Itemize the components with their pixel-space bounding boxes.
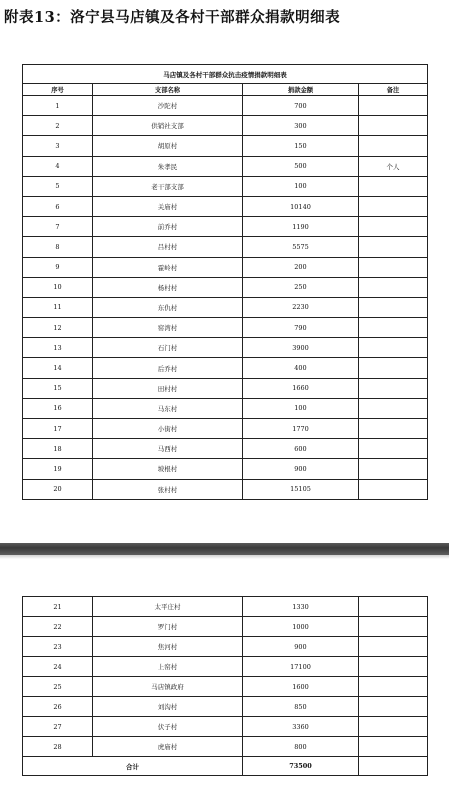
- cell-amount: 800: [243, 737, 359, 757]
- cell-branch-name: 上窑村: [93, 657, 243, 677]
- cell-amount: 17100: [243, 657, 359, 677]
- cell-remark: 个人: [359, 156, 428, 176]
- table-row: [23, 338, 428, 358]
- cell-index: 19: [23, 459, 93, 479]
- cell-branch-name: 刘沟村: [93, 697, 243, 717]
- table-row: [23, 439, 428, 459]
- donation-table-continued: [22, 596, 428, 776]
- table-row: [23, 459, 428, 479]
- cell-remark: [359, 217, 428, 237]
- cell-branch-name: 杨村村: [93, 277, 243, 297]
- total-amount: 73500: [243, 757, 359, 776]
- cell-amount: 3900: [243, 338, 359, 358]
- cell-branch-name: 沙陀村: [93, 96, 243, 116]
- cell-branch-name: 窑湾村: [93, 318, 243, 338]
- cell-amount: 2230: [243, 297, 359, 317]
- cell-branch-name: 小街村: [93, 419, 243, 439]
- cell-remark: [359, 277, 428, 297]
- cell-remark: [359, 637, 428, 657]
- total-remark: [359, 757, 428, 776]
- cell-remark: [359, 196, 428, 216]
- donation-table-page-2: [22, 596, 427, 776]
- cell-index: 13: [23, 338, 93, 358]
- cell-amount: 15105: [243, 479, 359, 499]
- cell-remark: [359, 237, 428, 257]
- cell-branch-name: 马东村: [93, 398, 243, 418]
- cell-remark: [359, 398, 428, 418]
- cell-remark: [359, 96, 428, 116]
- cell-amount: 200: [243, 257, 359, 277]
- cell-amount: 900: [243, 637, 359, 657]
- table-row: [23, 677, 428, 697]
- table-row: [23, 136, 428, 156]
- cell-amount: 1770: [243, 419, 359, 439]
- table-row: [23, 717, 428, 737]
- cell-index: 7: [23, 217, 93, 237]
- cell-amount: 600: [243, 439, 359, 459]
- cell-branch-name: 马西村: [93, 439, 243, 459]
- table-row: [23, 237, 428, 257]
- cell-remark: [359, 677, 428, 697]
- table-row: [23, 196, 428, 216]
- cell-remark: [359, 657, 428, 677]
- cell-branch-name: 焦河村: [93, 637, 243, 657]
- cell-remark: [359, 597, 428, 617]
- cell-remark: [359, 697, 428, 717]
- cell-index: 15: [23, 378, 93, 398]
- cell-index: 25: [23, 677, 93, 697]
- cell-remark: [359, 439, 428, 459]
- table-row: [23, 318, 428, 338]
- table-row: [23, 176, 428, 196]
- table-row: [23, 257, 428, 277]
- cell-index: 6: [23, 196, 93, 216]
- page-break-divider: [0, 543, 449, 555]
- cell-branch-name: 东仇村: [93, 297, 243, 317]
- cell-index: 20: [23, 479, 93, 499]
- header-index: 序号: [23, 84, 93, 96]
- cell-remark: [359, 297, 428, 317]
- cell-index: 4: [23, 156, 93, 176]
- table-row: [23, 277, 428, 297]
- cell-index: 10: [23, 277, 93, 297]
- table-row: [23, 116, 428, 136]
- cell-index: 14: [23, 358, 93, 378]
- cell-branch-name: 朱孝民: [93, 156, 243, 176]
- cell-branch-name: 石门村: [93, 338, 243, 358]
- cell-index: 24: [23, 657, 93, 677]
- cell-index: 27: [23, 717, 93, 737]
- cell-branch-name: 关庙村: [93, 196, 243, 216]
- cell-amount: 1190: [243, 217, 359, 237]
- cell-index: 9: [23, 257, 93, 277]
- table-row: [23, 398, 428, 418]
- cell-branch-name: 张村村: [93, 479, 243, 499]
- cell-branch-name: 坡根村: [93, 459, 243, 479]
- total-row: [23, 757, 428, 776]
- cell-remark: [359, 257, 428, 277]
- cell-remark: [359, 378, 428, 398]
- cell-index: 3: [23, 136, 93, 156]
- table-row: [23, 358, 428, 378]
- cell-branch-name: 吕村村: [93, 237, 243, 257]
- cell-remark: [359, 116, 428, 136]
- cell-branch-name: 霍岭村: [93, 257, 243, 277]
- cell-remark: [359, 617, 428, 637]
- header-remark: 备注: [359, 84, 428, 96]
- cell-branch-name: 太平庄村: [93, 597, 243, 617]
- cell-amount: 3360: [243, 717, 359, 737]
- cell-branch-name: 胡原村: [93, 136, 243, 156]
- table-row: [23, 156, 428, 176]
- cell-amount: 400: [243, 358, 359, 378]
- table-row: [23, 419, 428, 439]
- cell-remark: [359, 318, 428, 338]
- cell-amount: 150: [243, 136, 359, 156]
- cell-amount: 900: [243, 459, 359, 479]
- cell-branch-name: 前乔村: [93, 217, 243, 237]
- cell-amount: 700: [243, 96, 359, 116]
- cell-remark: [359, 717, 428, 737]
- cell-amount: 1660: [243, 378, 359, 398]
- cell-index: 18: [23, 439, 93, 459]
- cell-amount: 850: [243, 697, 359, 717]
- donation-table: [22, 64, 428, 500]
- table-row: [23, 617, 428, 637]
- cell-amount: 1000: [243, 617, 359, 637]
- cell-index: 8: [23, 237, 93, 257]
- table-row: [23, 597, 428, 617]
- table-row: [23, 637, 428, 657]
- cell-index: 12: [23, 318, 93, 338]
- cell-amount: 500: [243, 156, 359, 176]
- cell-remark: [359, 136, 428, 156]
- table-row: [23, 479, 428, 499]
- cell-amount: 300: [243, 116, 359, 136]
- table-row: [23, 737, 428, 757]
- cell-remark: [359, 479, 428, 499]
- cell-remark: [359, 419, 428, 439]
- cell-index: 22: [23, 617, 93, 637]
- cell-branch-name: 后乔村: [93, 358, 243, 378]
- table-row: [23, 96, 428, 116]
- table-row: [23, 217, 428, 237]
- table-caption: 马店镇及各村干部群众抗击疫情捐款明细表: [23, 65, 428, 84]
- cell-branch-name: 老干部支部: [93, 176, 243, 196]
- cell-remark: [359, 459, 428, 479]
- cell-index: 2: [23, 116, 93, 136]
- cell-remark: [359, 737, 428, 757]
- table-row: [23, 378, 428, 398]
- document-title: 附表13：洛宁县马店镇及各村干部群众捐款明细表: [4, 9, 341, 26]
- total-label: 合计: [23, 757, 243, 776]
- cell-index: 28: [23, 737, 93, 757]
- header-branch-name: 支部名称: [93, 84, 243, 96]
- donation-table-page-1: [22, 64, 427, 500]
- cell-amount: 1600: [243, 677, 359, 697]
- cell-amount: 250: [243, 277, 359, 297]
- cell-amount: 10140: [243, 196, 359, 216]
- cell-index: 23: [23, 637, 93, 657]
- table-row: [23, 657, 428, 677]
- cell-amount: 100: [243, 398, 359, 418]
- cell-remark: [359, 358, 428, 378]
- cell-index: 17: [23, 419, 93, 439]
- table-row: [23, 697, 428, 717]
- cell-index: 5: [23, 176, 93, 196]
- cell-index: 21: [23, 597, 93, 617]
- cell-amount: 5575: [243, 237, 359, 257]
- header-amount: 捐款金额: [243, 84, 359, 96]
- cell-branch-name: 马店镇政府: [93, 677, 243, 697]
- cell-index: 11: [23, 297, 93, 317]
- cell-branch-name: 虎庙村: [93, 737, 243, 757]
- cell-amount: 1330: [243, 597, 359, 617]
- cell-branch-name: 罗门村: [93, 617, 243, 637]
- cell-amount: 790: [243, 318, 359, 338]
- table-row: [23, 297, 428, 317]
- cell-branch-name: 供销社支部: [93, 116, 243, 136]
- cell-branch-name: 伏子村: [93, 717, 243, 737]
- cell-index: 26: [23, 697, 93, 717]
- cell-remark: [359, 338, 428, 358]
- cell-index: 16: [23, 398, 93, 418]
- cell-branch-name: 田村村: [93, 378, 243, 398]
- cell-remark: [359, 176, 428, 196]
- cell-index: 1: [23, 96, 93, 116]
- cell-amount: 100: [243, 176, 359, 196]
